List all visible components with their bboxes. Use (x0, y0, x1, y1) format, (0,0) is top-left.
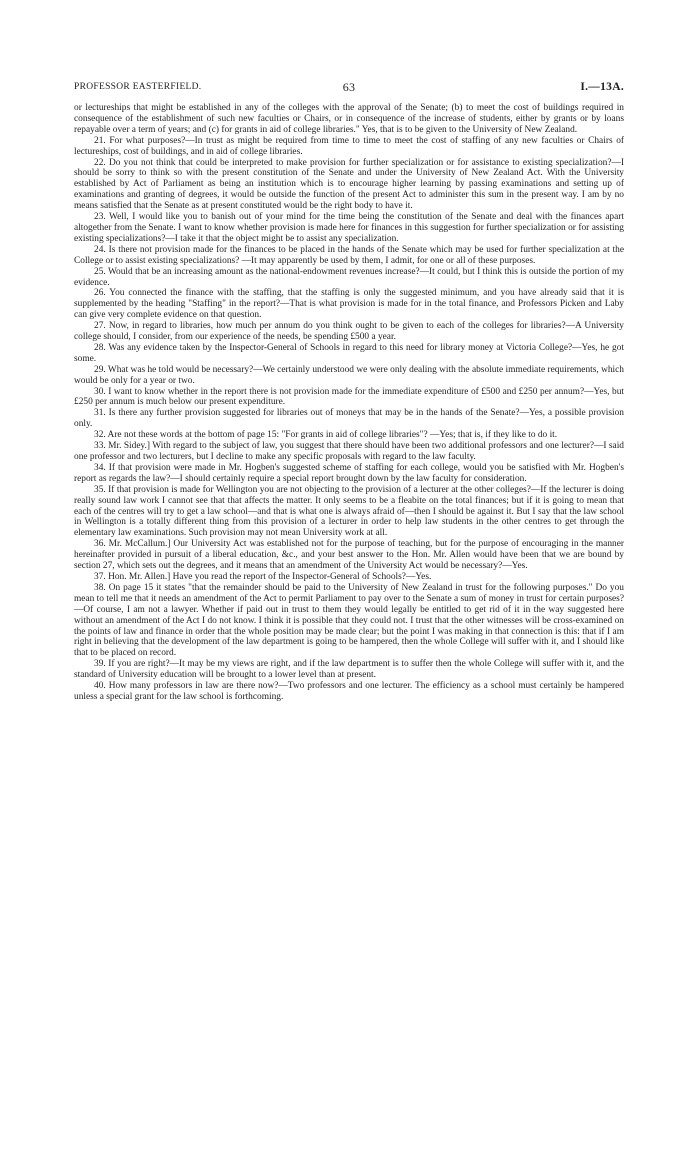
header-speaker: PROFESSOR EASTERFIELD. (74, 82, 202, 92)
question-29: 29. What was he told would be necessary?—We certainly understood we were only dealing with the absolute immediate requirements, which would be only for a year or two. (74, 364, 624, 386)
question-25: 25. Would that be an increasing amount as the national-endowment revenues increase?—It could, but I think this is outside the portion of my evidence. (74, 266, 624, 288)
question-40: 40. How many professors in law are there now?—Two professors and one lecturer. The efficiency as a school must certainly be hampered unless a special grant for the law school is forthcoming. (74, 681, 624, 702)
question-36: 36. Mr. McCallum.] Our University Act was established not for the purpose of teaching, but for the purpose of encouraging in the manner hereinafter provided in pursuit of a liberal education, &c., and your best answer to the Hon. Mr. Allen would have been that we are bound by section 27, which sets out the degrees, and it means that an amendment of the University Act would be necessary?—Yes. (74, 539, 624, 572)
question-22: 22. Do you not think that could be interpreted to make provision for further specialization or for assistance to existing specialization?—I should be sorry to think so with the present constitution of the Senate and under the University of New Zealand Act. With the University established by Act of Parliament as being an institution which is to encourage higher learning by passing examinations and setting up of examinations and granting of degrees, it would be outside the function of the present Act to administer this sum in the present way. I am by no means satisfied that the Senate as at present constituted would be the right body to have it. (74, 157, 624, 212)
question-27: 27. Now, in regard to libraries, how much per annum do you think ought to be given to each of the colleges for libraries?—A University college should, I consider, from our experience of the needs, be spending £500 a year. (74, 321, 624, 343)
question-38: 38. On page 15 it states "that the remainder should be paid to the University of New Zealand in trust for the following purposes." Do you mean to tell me that it needs an amendment of the Act to permit Parliament to pay over to the Senate a sum of money in trust for certain purposes?—Of course, I am not a lawyer. Whether if paid out in trust to them they would legally be entitled to get rid of it in the way suggested here without an amendment of the Act I do not know. I think it is possible that they could not. I trust that the other witnesses will be cross-examined on the points of law and finance in order that the whole position may be made clear; but the point I was making in that connection is this: that if I am right in believing that the development of the law department is going to be hampered, then the whole College will suffer with it, and I should like that to be placed on record. (74, 582, 624, 659)
paper-reference: I.—13A. (580, 81, 624, 93)
question-21: 21. For what purposes?—In trust as might be required from time to time to meet the cost of staffing of any new faculties or Chairs of lectureships, cost of buildings, and in aid of college libraries. (74, 135, 624, 157)
question-26: 26. You connected the finance with the staffing, that the staffing is only the suggested minimum, and you have already said that it is supplemented by the heading "Staffing" in the report?—That is what provision is made for in the total finance, and Professors Picken and Laby can give very complete evidence on that question. (74, 288, 624, 321)
page-number: 63 (342, 80, 356, 94)
question-39: 39. If you are right?—It may be my views are right, and if the law department is to suffer then the whole College will suffer with it, and the standard of University education will be brought to a lower level than at present. (74, 659, 624, 681)
question-37: 37. Hon. Mr. Allen.] Have you read the report of the Inspector-General of Schools?—Yes. (94, 571, 432, 582)
question-32: 32. Are not these words at the bottom of page 15: "For grants in aid of college libraries"? —Yes; that is, if they like to do it. (94, 430, 558, 441)
question-35: 35. If that provision is made for Wellington you are not objecting to the provision of a lecturer at the other colleges?—If the lecturer is doing really sound law work I cannot see that that affects the matter. It only seems to be a fleabite on the total finances; but if it is going to mean that each of the centres will try to get a law school—and that is what one is always afraid of—then I should be against it. But I say that the law school in Wellington is a totally different thing from this provision of a lecturer in order to help law students in the other centres to get through the elementary law examinations. Such provision may not mean University work at all. (74, 484, 624, 539)
question-23: 23. Well, I would like you to banish out of your mind for the time being the constitution of the Senate and deal with the finances apart altogether from the Senate. I want to know whether provision is made here for finances in this suggestion for further specialization or for assisting existing specializations?—I take it that the object might be to assist any specialization. (74, 212, 624, 244)
question-31: 31. Is there any further provision suggested for libraries out of moneys that may be in the hands of the Senate?—Yes, a possible provision only. (74, 408, 624, 430)
question-30: 30. I want to know whether in the report there is not provision made for the immediate expenditure of £500 and £250 per annum?—Yes, but £250 per annum is much below our present expenditure. (74, 386, 624, 408)
running-header (74, 82, 624, 96)
question-24: 24. Is there not provision made for the finances to be placed in the hands of the Senate which may be used for further specialization at the College or to assist existing specializations? —It may apparently be used by them, I admit, for one or all of these purposes. (74, 244, 624, 266)
question-34: 34. If that provision were made in Mr. Hogben's suggested scheme of staffing for each college, would you be satisfied with Mr. Hogben's report as regards the law?—I should certainly require a special report brought down by the law faculty for consideration. (74, 462, 624, 484)
paragraph-continued: or lectureships that might be established in any of the colleges with the approval of the Senate; (b) to meet the cost of buildings required in consequence of the establishment of such new faculties or Chairs, or in consequence of the increase of students, either by grants or by loans repayable over a term of years; and (c) for grants in aid of college libraries." Yes, that is to be given to the University of New Zealand. (74, 103, 624, 135)
question-28: 28. Was any evidence taken by the Inspector-General of Schools in regard to this need for library money at Victoria College?—Yes, he got some. (74, 342, 624, 364)
page-body (74, 103, 624, 703)
question-33: 33. Mr. Sidey.] With regard to the subject of law, you suggest that there should have been two additional professors and one lecturer?—I said one professor and two lecturers, but I decline to make any specific proposals with regard to the law faculty. (74, 441, 624, 462)
